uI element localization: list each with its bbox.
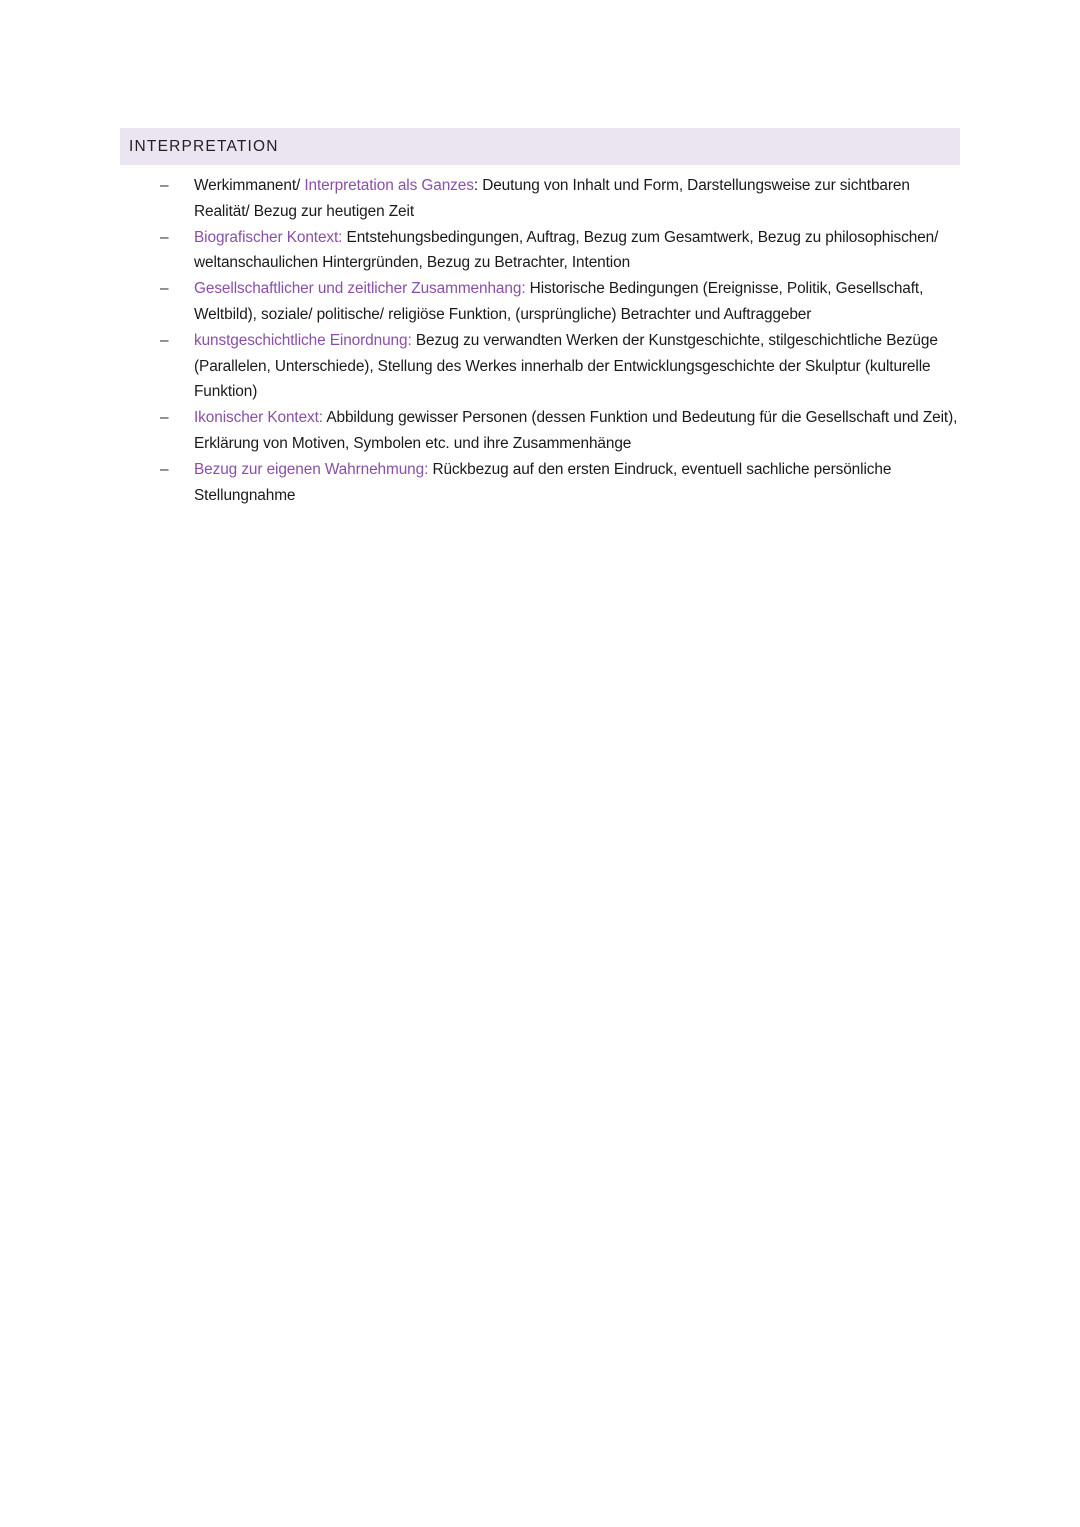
item-text: Abbildung gewisser Personen (dessen Funktion und Bedeutung für die Gesellschaft und Zeit), Erklärung von Motiven, Symbolen etc. und ihre Zusammenhänge [194,409,958,452]
dash-bullet: – [160,177,169,194]
section-header [120,128,960,165]
section-title: INTERPRETATION [129,137,279,155]
dash-bullet: – [160,228,169,246]
item-term: Biografischer Kontext: [194,228,343,246]
dash-bullet: – [160,409,169,427]
item-text: Rückbezug auf den ersten Eindruck, eventuell sachliche persönliche Stellungnahme [194,460,892,504]
list-item [120,405,960,457]
item-text: Entstehungsbedingungen, Auftrag, Bezug zum Gesamtwerk, Bezug zu philosophischen/ weltanschaulichen Hintergründen, Bezug zu Betrachter, Intention [194,228,939,272]
dash-bullet: – [160,460,169,478]
item-term: kunstgeschichtliche Einordnung: [194,331,412,349]
list-item [120,225,960,277]
item-text: Historische Bedingungen (Ereignisse, Politik, Gesellschaft, Weltbild), soziale/ politische/ religiöse Funktion, (ursprüngliche) Betrachter und Auftraggeber [194,280,924,323]
item-term: Interpretation als Ganzes [304,177,474,194]
dash-bullet: – [160,280,169,298]
item-colon: : [473,177,479,194]
list-item [120,173,960,225]
item-lead: Werkimmanent/ [194,177,305,194]
item-term: Ikonischer Kontext: [194,409,323,427]
item-term: Gesellschaftlicher und zeitlicher Zusammenhang: [194,280,526,298]
item-term: Bezug zur eigenen Wahrnehmung: [194,460,429,478]
interpretation-list [120,173,960,508]
item-text: Bezug zu verwandten Werken der Kunstgeschichte, stilgeschichtliche Bezüge (Parallelen, Unterschiede), Stellung des Werkes innerhalb der Entwicklungsgeschichte der Skulptur (kulturelle Funktion) [194,331,938,401]
list-item [120,276,960,328]
list-item [120,328,960,405]
dash-bullet: – [160,331,169,349]
item-text: Deutung von Inhalt und Form, Darstellungsweise zur sichtbaren Realität/ Bezug zur heutigen Zeit [194,177,910,220]
list-item [120,457,960,509]
